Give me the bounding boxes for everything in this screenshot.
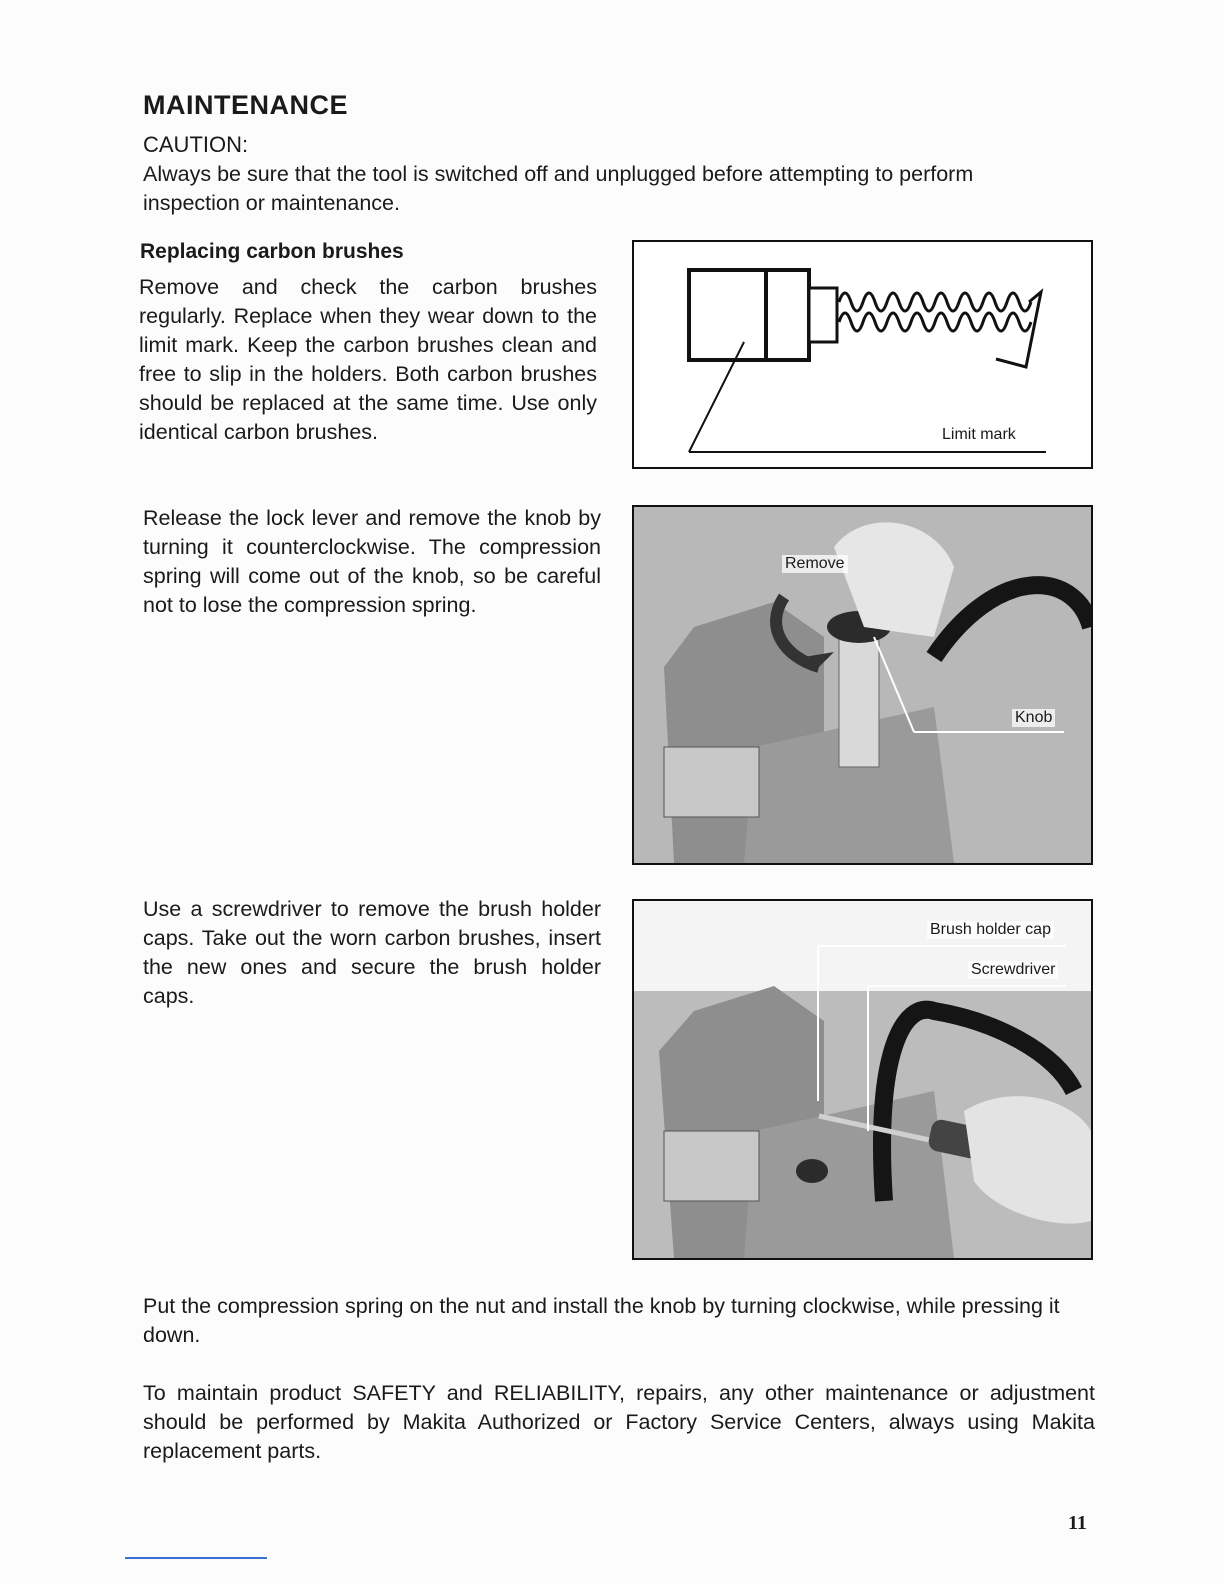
knob-removal-photo <box>632 505 1093 865</box>
brushes-paragraph: Remove and check the carbon brushes regularly. Replace when they wear down to the limit mark. Keep the carbon brushes clean and free to slip in the holders. Both carbon brushes should be replaced at the same time. Use only identical carbon brushes. <box>139 275 597 444</box>
section-subheading: Replacing carbon brushes <box>140 240 404 263</box>
knob-removal-paragraph: Release the lock lever and remove the knob by turning it counterclockwise. The compression spring will come out of the knob, so be careful not to lose the compression spring. <box>143 506 601 617</box>
knob-label: Knob <box>1012 709 1055 727</box>
limit-mark-label: Limit mark <box>942 426 1016 443</box>
brush-holder-cap-label: Brush holder cap <box>927 921 1054 939</box>
screwdriver-paragraph: Use a screwdriver to remove the brush holder caps. Take out the worn carbon brushes, insert the new ones and secure the brush holder caps. <box>143 897 601 1008</box>
screwdriver-label: Screwdriver <box>968 961 1058 979</box>
knob-photo-illustration <box>634 507 1091 863</box>
reinstall-paragraph: Put the compression spring on the nut and install the knob by turning clockwise, while pressing it down. <box>143 1294 1060 1347</box>
page-title: MAINTENANCE <box>143 90 348 120</box>
screwdriver-photo <box>632 899 1093 1260</box>
footer-rule <box>125 1557 267 1559</box>
screwdriver-photo-illustration <box>634 901 1091 1258</box>
caution-text-line-2: inspection or maintenance. <box>143 191 400 215</box>
service-paragraph: To maintain product SAFETY and RELIABILITY, repairs, any other maintenance or adjustment should be performed by Makita Authorized or Factory Service Centers, always using Makita replacement parts. <box>143 1381 1095 1463</box>
caution-text-line-1: Always be sure that the tool is switched off and unplugged before attempting to perform <box>143 162 974 186</box>
caution-label: CAUTION: <box>143 132 249 157</box>
carbon-brush-figure <box>632 240 1093 469</box>
remove-label: Remove <box>782 555 848 573</box>
carbon-brush-diagram <box>634 242 1091 467</box>
page-number: 11 <box>1068 1512 1087 1534</box>
